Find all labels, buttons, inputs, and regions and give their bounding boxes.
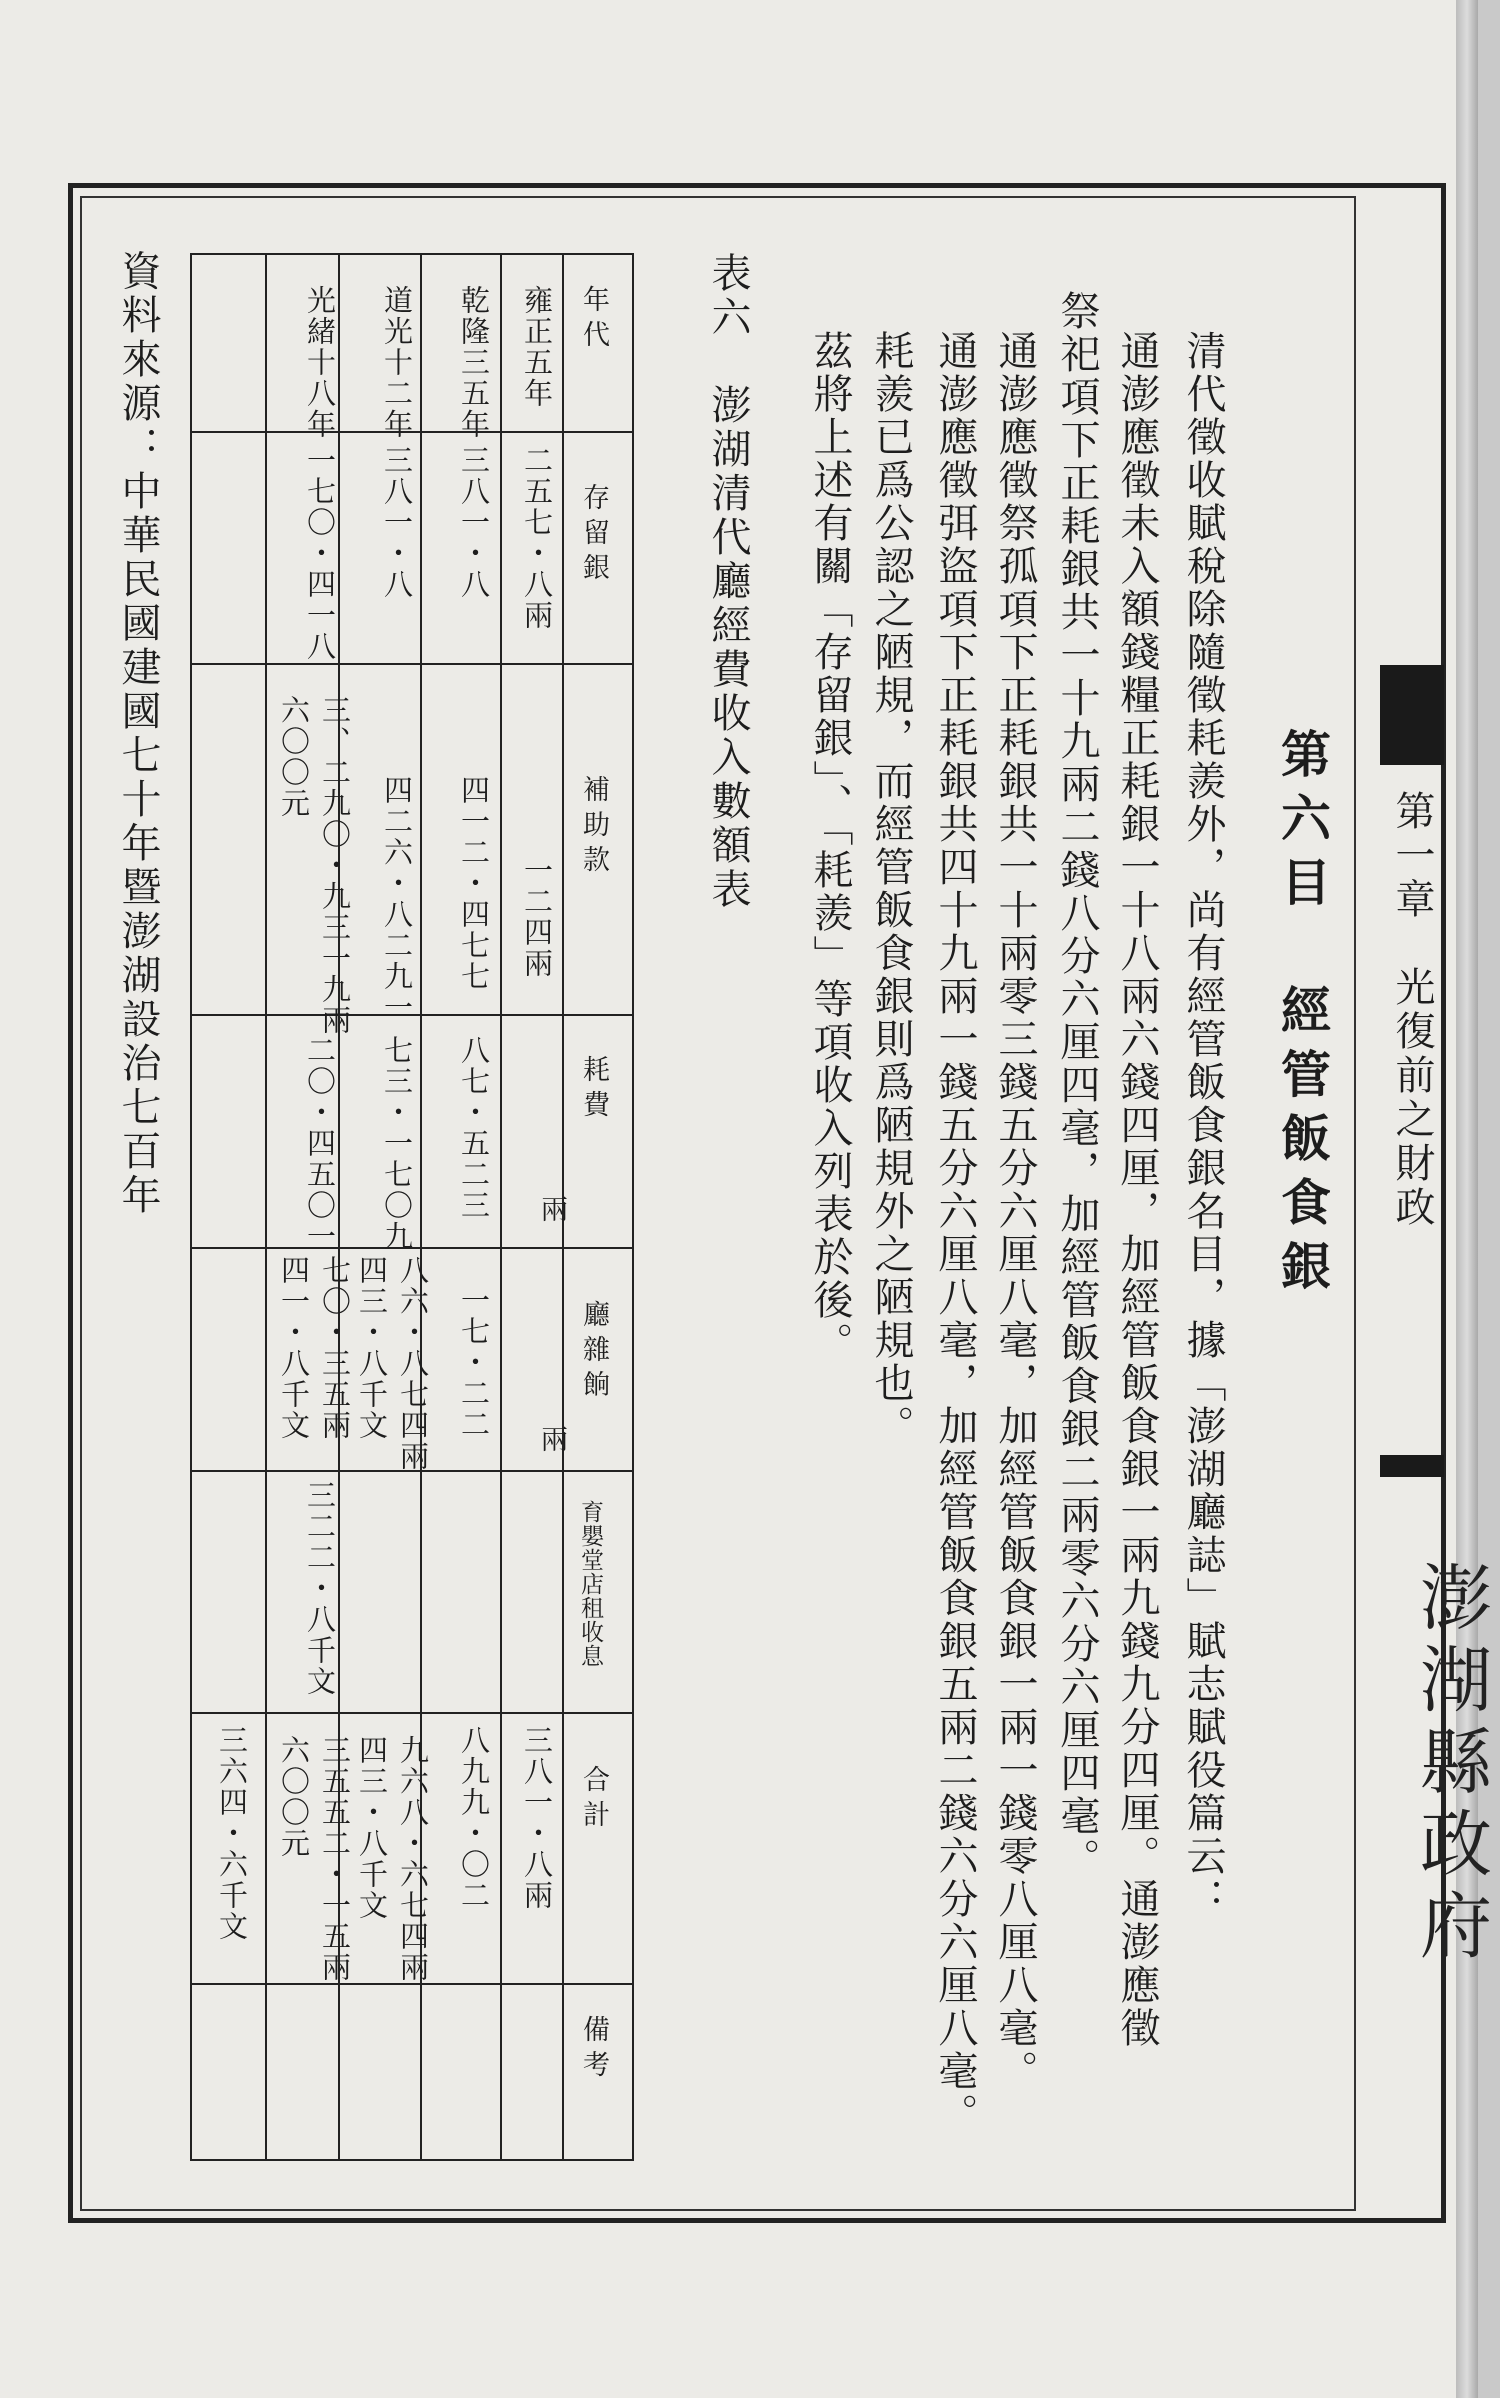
section-heading: 第六目 經管飯食銀 — [1273, 728, 1332, 1304]
table-cell-haofei: 八七・五二三 — [457, 1035, 491, 1221]
table-row-divider — [192, 663, 632, 665]
table-row-divider — [192, 1983, 632, 1985]
page-edge — [1456, 0, 1478, 2398]
table-cell-buzhu: 三、二九〇・九三一九兩 六〇〇元 — [277, 695, 352, 1036]
table-cell-zaxiang: 八六・八七四兩 四三・八千文 — [355, 1255, 430, 1472]
table-header-buzhu: 補助款 — [578, 775, 609, 880]
table-cell-zaxiang: 七〇・三五兩 四一・八千文 — [277, 1255, 352, 1441]
table-cell-total: 三六四・六千文 — [215, 1725, 249, 1942]
table-header-note: 備考 — [578, 2015, 609, 2085]
table-cell-buzhu: 一二四兩 — [520, 855, 554, 979]
table-cell-yuying: 三二二・八千文 — [303, 1480, 337, 1697]
paragraph-line: 祭祀項下正耗銀共一十九兩二錢八分六厘四毫，加經管飯食銀二兩零六分六厘四毫。 — [1054, 290, 1100, 1881]
table-cell-year: 光緒十八年 — [303, 285, 337, 440]
table-cell-total: 九六八・六七四兩 四三・八千文 — [355, 1735, 430, 1983]
table-cell-total: 三八一・八兩 — [520, 1725, 554, 1911]
chapter-title: 第一章 光復前之財政 — [1389, 790, 1435, 1230]
table-cell-zaxiang: 一七・二二 — [457, 1285, 491, 1440]
table-col-divider — [265, 255, 267, 2159]
table-row-divider — [192, 1712, 632, 1714]
table-header-unit: 兩 — [536, 1425, 567, 1460]
table-cell-year: 道光十二年 — [380, 285, 414, 440]
table-cell-year: 雍正五年 — [520, 285, 554, 409]
table-caption: 表六 澎湖清代廳經費收入數額表 — [705, 252, 751, 912]
table-cell-buzhu: 四二六・八二九一 — [380, 775, 414, 1023]
table-cell-cunliu: 三八一・八 — [380, 445, 414, 600]
paragraph-line: 通澎應徵弭盜項下正耗銀共四十九兩一錢五分六厘八毫，加經管飯食銀五兩二錢六分六厘八毫。 — [932, 330, 978, 2136]
paragraph-line: 耗羨已爲公認之陋規，而經管飯食銀則爲陋規外之陋規也。 — [868, 330, 914, 1448]
side-title-marker — [1380, 1455, 1444, 1477]
paragraph-line: 清代徵收賦稅除隨徵耗羨外，尚有經管飯食銀名目，據「澎湖廳誌」賦志賦役篇云： — [1180, 330, 1226, 1921]
table-cell-total: 三五五二・一五兩 六〇〇元 — [277, 1735, 352, 1983]
table-cell-total: 八九九・〇二 — [457, 1725, 491, 1911]
table-header-yuying: 育嬰堂店租收息 — [577, 1500, 603, 1668]
table-cell-cunliu: 三八一・八 — [457, 445, 491, 600]
table-header-zaxiang: 廳雜餉 — [578, 1300, 609, 1405]
table-source: 資料來源：中華民國建國七十年暨澎湖設治七百年 — [115, 250, 161, 1218]
table-header-haofei: 耗費 — [578, 1055, 609, 1125]
table-cell-year: 乾隆三五年 — [457, 285, 491, 440]
table-header-cunliu: 存留銀 — [578, 483, 609, 588]
table-cell-cunliu: 一七〇・四一八 — [303, 445, 337, 662]
paragraph-line: 通澎應徵祭孤項下正耗銀共一十兩零三錢五分六厘八毫，加經管飯食銀一兩一錢零八厘八毫。 — [992, 330, 1038, 2093]
table-cell-haofei: 二〇・四五〇一 — [303, 1035, 337, 1252]
income-table — [190, 253, 634, 2161]
table-header-year: 年代 — [578, 285, 609, 355]
paragraph-line: 茲將上述有關「存留銀」、「耗羨」等項收入列表於後。 — [807, 330, 853, 1365]
chapter-marker-block — [1380, 665, 1444, 765]
table-col-divider — [500, 255, 502, 2159]
side-title: 澎湖縣政府 — [1408, 1560, 1492, 1970]
table-cell-buzhu: 四一二・四七七 — [457, 775, 491, 992]
table-cell-haofei: 七三・一七〇九 — [380, 1035, 414, 1252]
table-header-total: 合計 — [578, 1765, 609, 1835]
table-header-unit: 兩 — [536, 1195, 567, 1230]
table-cell-cunliu: 二五七・八兩 — [520, 445, 554, 631]
paragraph-line: 通澎應徵未入額錢糧正耗銀一十八兩六錢四厘，加經管飯食銀一兩九錢九分四厘。通澎應徵 — [1114, 330, 1160, 2050]
